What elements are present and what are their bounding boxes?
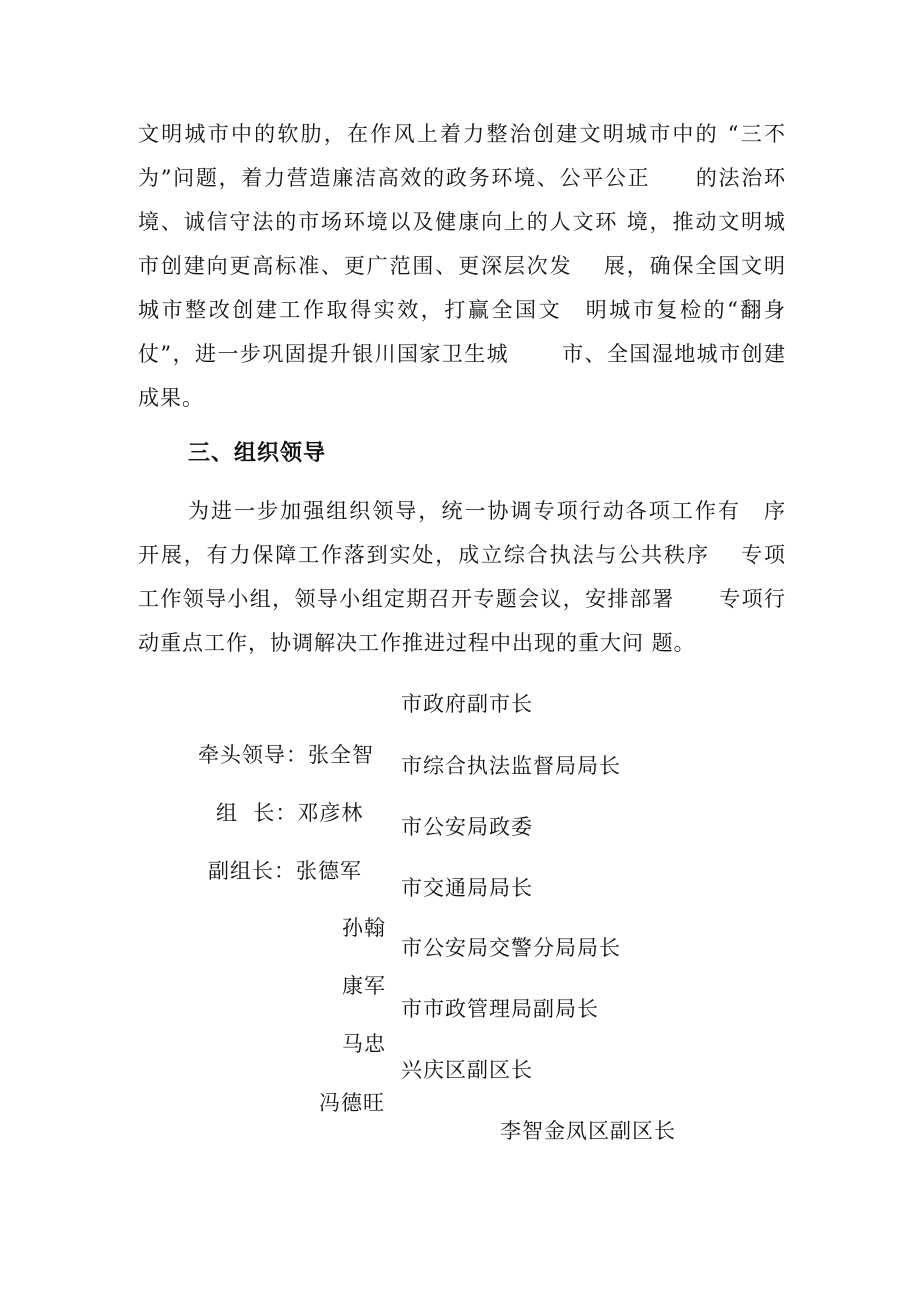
position-title: 市政府副市长 <box>401 692 533 716</box>
paragraph-line: 城市整改创建工作取得实效，打赢全国文 明城市复检的“翻身 <box>138 298 786 322</box>
paragraph-line: 文明城市中的软肋，在作风上着力整治创建文明城市中的 “三不 <box>138 122 786 146</box>
paragraph-line: 为进一步加强组织领导，统一协调专项行动各项工作有 序 <box>188 499 786 523</box>
position-title: 市综合执法监督局局长 <box>401 754 621 778</box>
person-name: 马忠 <box>342 1032 386 1056</box>
person-name: 副组长：张德军 <box>208 859 362 883</box>
paragraph-line: 为”问题，着力营造廉洁高效的政务环境、公平公正 的法治环 <box>138 166 786 190</box>
position-title: 市市政管理局副局长 <box>401 997 599 1021</box>
paragraph-line: 仗”，进一步巩固提升银川国家卫生城 市、全国湿地城市创建 <box>138 342 786 366</box>
paragraph-line: 动重点工作，协调解决工作推进过程中出现的重大问 题。 <box>138 631 696 655</box>
person-name: 冯德旺 <box>319 1091 385 1115</box>
position-title: 兴庆区副区长 <box>401 1058 533 1082</box>
position-title: 市交通局局长 <box>401 876 533 900</box>
position-title: 市公安局交警分局局长 <box>401 936 621 960</box>
paragraph-line: 开展，有力保障工作落到实处，成立综合执法与公共秩序 专项 <box>138 543 786 567</box>
paragraph-line: 工作领导小组，领导小组定期召开专题会议，安排部署 专项行 <box>138 587 786 611</box>
paragraph-line: 成果。 <box>138 386 204 410</box>
section-heading: 三、组织领导 <box>188 441 327 466</box>
person-name: 组 长：邓彦林 <box>216 801 364 825</box>
person-title-line: 李智金凤区副区长 <box>500 1119 676 1143</box>
person-name: 牵头领导：张全智 <box>198 743 374 767</box>
position-title: 市公安局政委 <box>401 815 533 839</box>
person-name: 孙翰 <box>342 916 386 940</box>
person-name: 康军 <box>342 974 386 998</box>
paragraph-line: 境、诚信守法的市场环境以及健康向上的人文环 境，推动文明城 <box>138 210 786 234</box>
paragraph-line: 市创建向更高标准、更广范围、更深层次发 展，确保全国文明 <box>138 254 786 278</box>
